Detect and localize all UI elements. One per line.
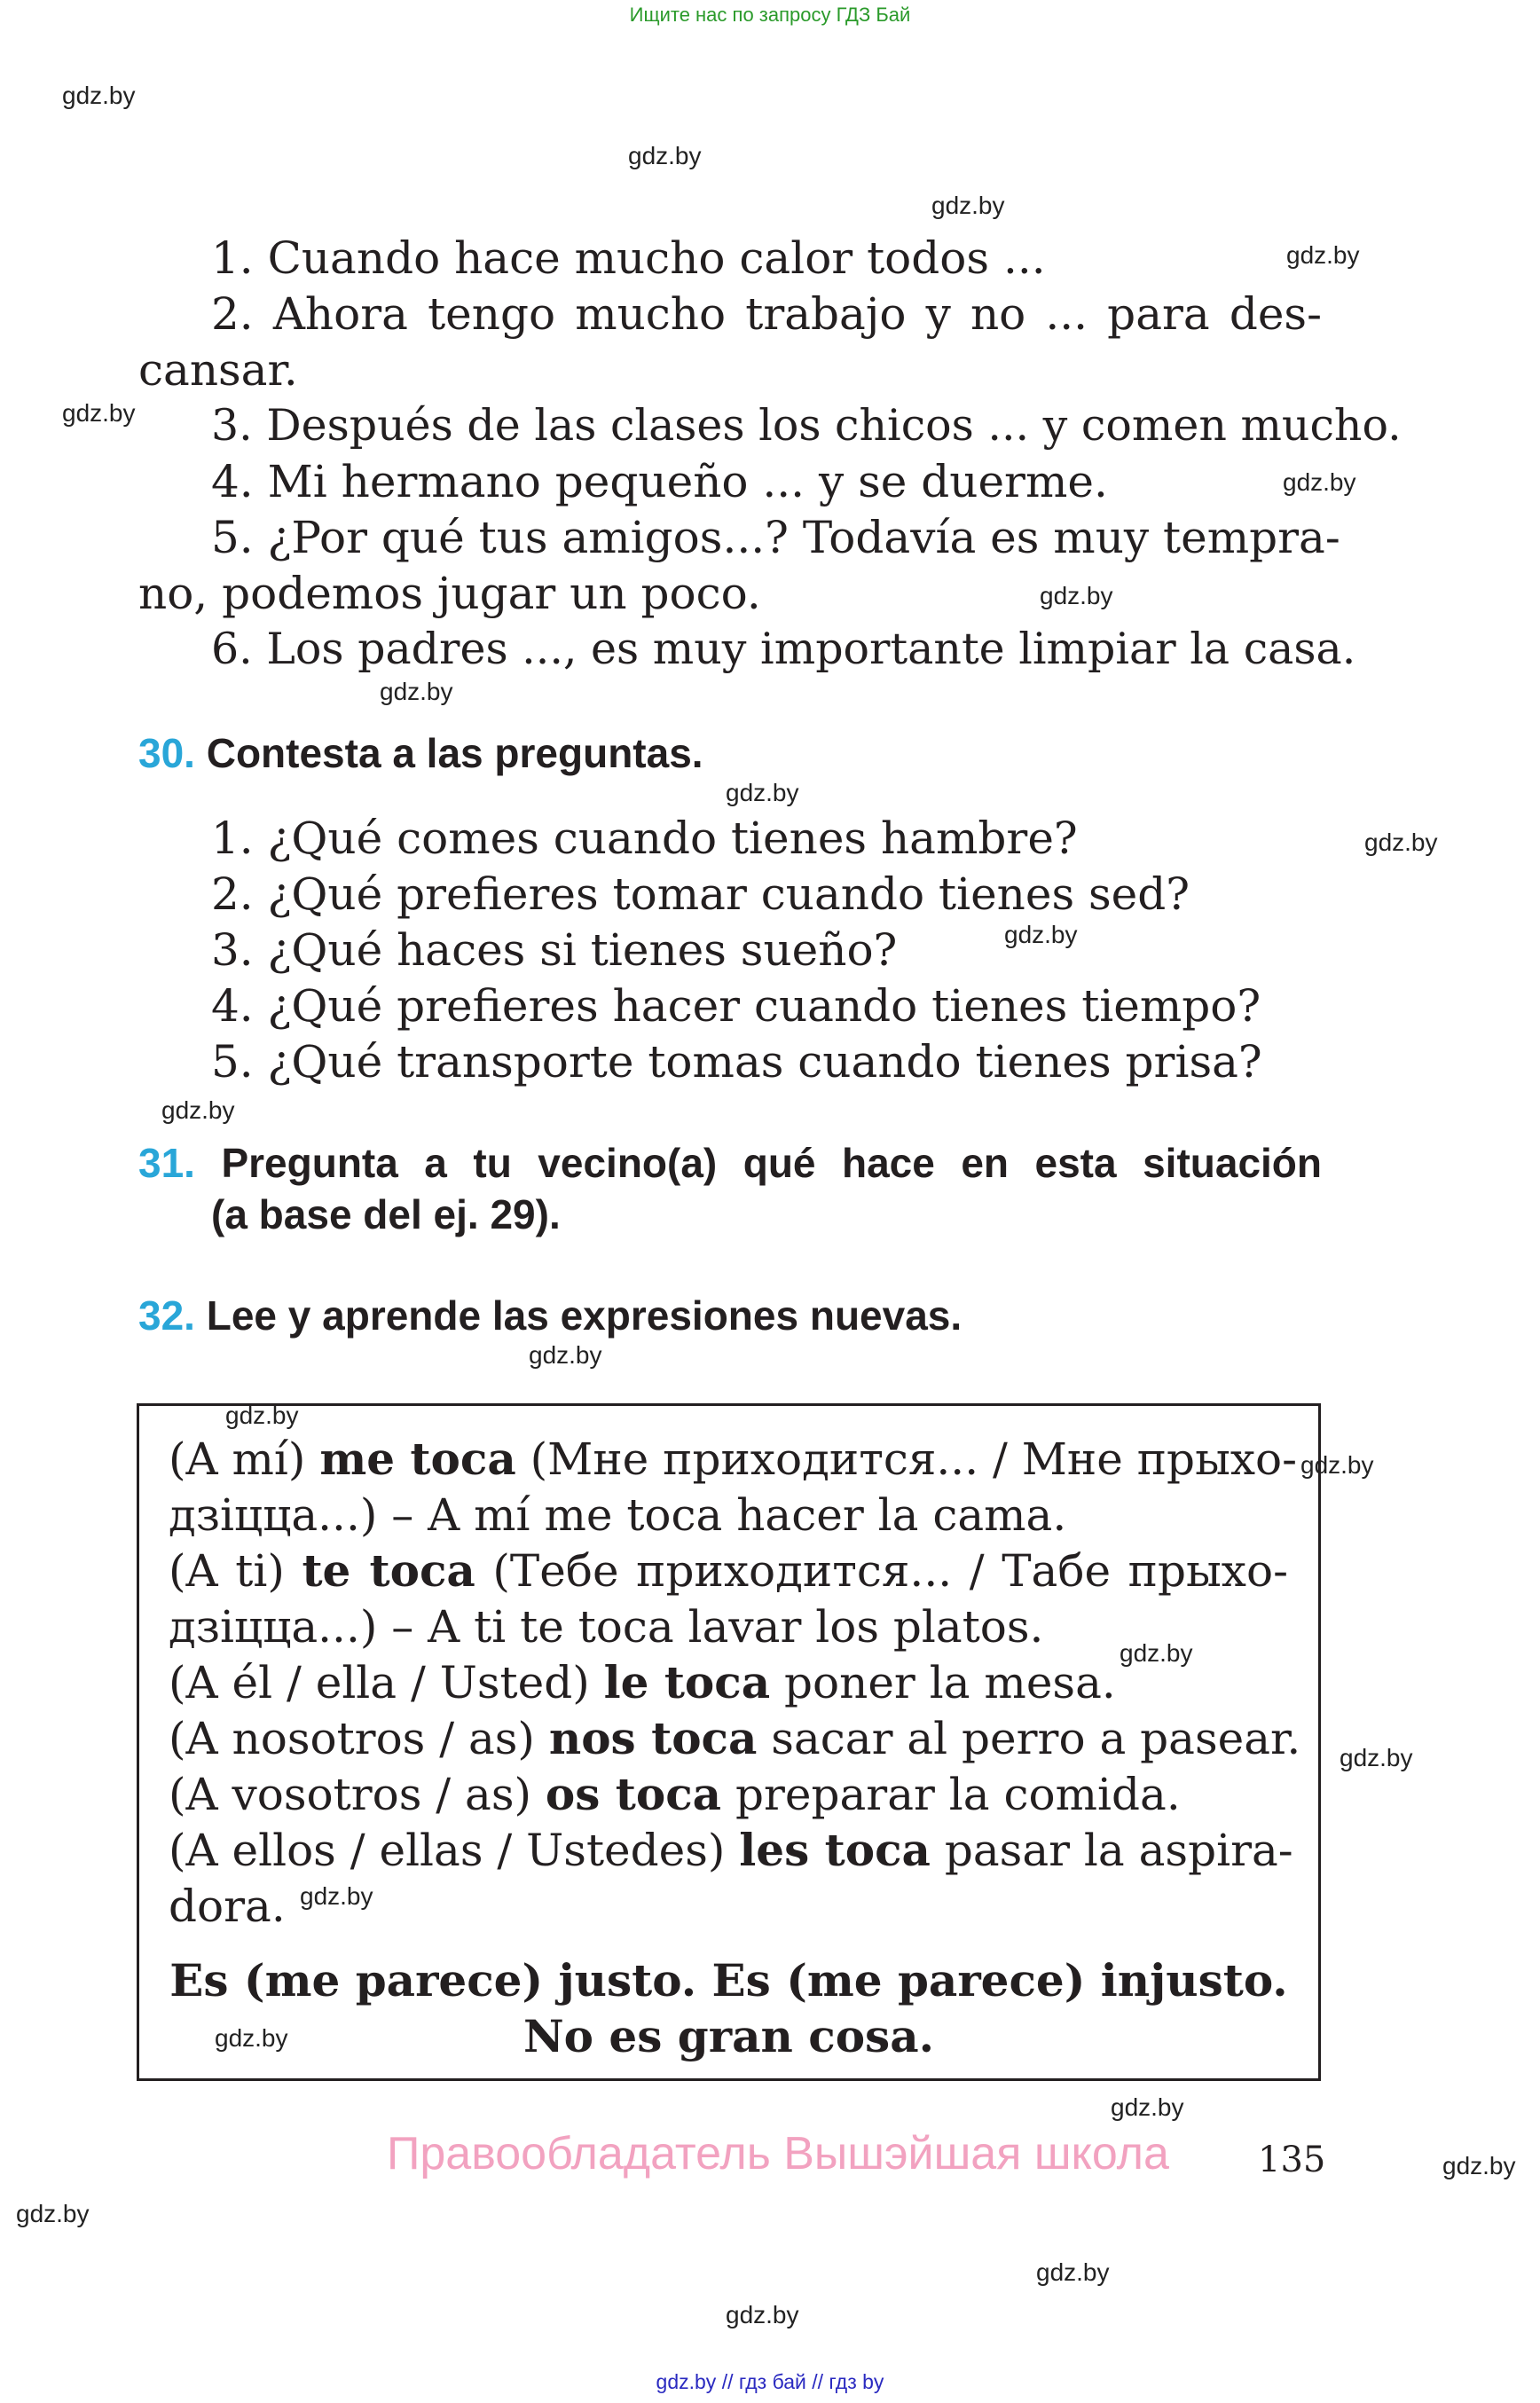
- exercise-item: 2. Ahora tengo mucho trabajo y no ... para des-: [211, 288, 1322, 340]
- copyright-notice: Правообладатель Вышэйшая школа: [387, 2128, 1169, 2179]
- task-heading: [138, 727, 703, 779]
- watermark: gdz.by: [726, 2301, 799, 2328]
- question-item: 4. ¿Qué prefieres hacer cuando tienes tiempo?: [211, 980, 1261, 1032]
- expression-line: [169, 1767, 1181, 1822]
- watermark: gdz.by: [1004, 921, 1078, 948]
- watermark: gdz.by: [161, 1096, 235, 1124]
- watermark: gdz.by: [1364, 828, 1438, 856]
- task-heading: [138, 1137, 1322, 1189]
- watermark: gdz.by: [300, 1882, 373, 1910]
- watermark: gdz.by: [931, 192, 1005, 219]
- task-instruction-cont: (a base del ej. 29).: [211, 1191, 561, 1237]
- page-number: 135: [1258, 2140, 1326, 2180]
- expression-line: дзіцца...) – A mí me toca hacer la cama.: [169, 1489, 1067, 1541]
- watermark: gdz.by: [1442, 2152, 1516, 2179]
- expression-line: [169, 1823, 1293, 1878]
- task-instruction: Pregunta a tu vecino(a) qué hace en esta situación: [221, 1140, 1323, 1186]
- bottom-banner: gdz.by // гдз бай // гдз by: [656, 2370, 884, 2393]
- pronoun: (A él / ella / Usted): [169, 1657, 604, 1708]
- question-item: 5. ¿Qué transporte tomas cuando tienes prisa?: [211, 1036, 1262, 1088]
- question-item: 2. ¿Qué prefieres tomar cuando tienes sed?: [211, 868, 1190, 920]
- watermark: gdz.by: [1111, 2093, 1184, 2121]
- expression-bold: le toca: [603, 1656, 771, 1708]
- task-number: 30.: [138, 730, 195, 776]
- translation: (Мне приходится... / Мне прыхо-: [515, 1433, 1298, 1485]
- exercise-item: 3. Después de las clases los chicos ... y comen mucho.: [211, 400, 1402, 451]
- pronoun: (A nosotros / as): [169, 1713, 549, 1764]
- expression-phrase: No es gran cosa.: [522, 2010, 935, 2062]
- watermark: gdz.by: [628, 142, 702, 169]
- watermark: gdz.by: [1286, 241, 1360, 269]
- pronoun: (A vosotros / as): [169, 1769, 546, 1820]
- task-number: 31.: [138, 1140, 195, 1186]
- example: poner la mesa.: [770, 1657, 1116, 1708]
- watermark: gdz.by: [62, 82, 136, 109]
- expression-line: [169, 1543, 1288, 1598]
- example: sacar al perro a pasear.: [757, 1713, 1301, 1764]
- question-item: 3. ¿Qué haces si tienes sueño?: [211, 924, 898, 976]
- exercise-item: cansar.: [138, 344, 298, 396]
- expression-bold: nos toca: [548, 1712, 758, 1764]
- exercise-item: 6. Los padres ..., es muy importante limpiar la casa.: [211, 624, 1356, 674]
- expression-bold: os toca: [545, 1768, 722, 1820]
- exercise-item: 4. Mi hermano pequeño ... y se duerme.: [211, 456, 1108, 507]
- watermark: gdz.by: [1283, 468, 1356, 496]
- expression-line: [169, 1711, 1300, 1766]
- pronoun: (A ti): [169, 1545, 302, 1597]
- expression-bold: me toca: [319, 1433, 516, 1485]
- expression-line: [169, 1655, 1116, 1710]
- expression-bold: te toca: [302, 1544, 475, 1597]
- example: pasar la aspira-: [930, 1825, 1293, 1876]
- task-instruction: Lee y aprende las expresiones nuevas.: [206, 1292, 962, 1339]
- pronoun: (A ellos / ellas / Ustedes): [169, 1825, 740, 1876]
- task-instruction: Contesta a las preguntas.: [206, 730, 703, 776]
- watermark: gdz.by: [1040, 582, 1113, 609]
- watermark: gdz.by: [225, 1402, 299, 1429]
- watermark: gdz.by: [1300, 1451, 1374, 1479]
- exercise-item: 1. Cuando hace mucho calor todos ...: [211, 232, 1046, 284]
- top-banner: Ищите нас по запросу ГДЗ Бай: [629, 4, 911, 26]
- watermark: gdz.by: [62, 399, 136, 427]
- pronoun: (A mí): [169, 1433, 320, 1485]
- expression-bold: les toca: [739, 1824, 931, 1876]
- expression-phrase: Es (me parece) justo. Es (me parece) injusto.: [169, 1954, 1288, 2006]
- watermark: gdz.by: [726, 779, 799, 806]
- task-number: 32.: [138, 1292, 195, 1339]
- translation: (Тебе приходится... / Табе прыхо-: [475, 1545, 1288, 1597]
- watermark: gdz.by: [380, 678, 453, 705]
- task-heading: [138, 1290, 962, 1341]
- watermark: gdz.by: [529, 1341, 602, 1369]
- watermark: gdz.by: [1340, 1744, 1413, 1771]
- expression-line: [169, 1432, 1298, 1487]
- watermark: gdz.by: [16, 2200, 90, 2227]
- watermark: gdz.by: [1120, 1639, 1193, 1667]
- exercise-item: no, podemos jugar un poco.: [138, 568, 761, 619]
- expression-line: дзіцца...) – A ti te toca lavar los platos.: [169, 1601, 1044, 1653]
- example: preparar la comida.: [721, 1769, 1181, 1820]
- question-item: 1. ¿Qué comes cuando tienes hambre?: [211, 813, 1078, 864]
- watermark: gdz.by: [215, 2024, 288, 2052]
- exercise-item: 5. ¿Por qué tus amigos...? Todavía es muy tempra-: [211, 512, 1340, 563]
- watermark: gdz.by: [1036, 2258, 1110, 2286]
- expression-line: dora.: [169, 1881, 286, 1932]
